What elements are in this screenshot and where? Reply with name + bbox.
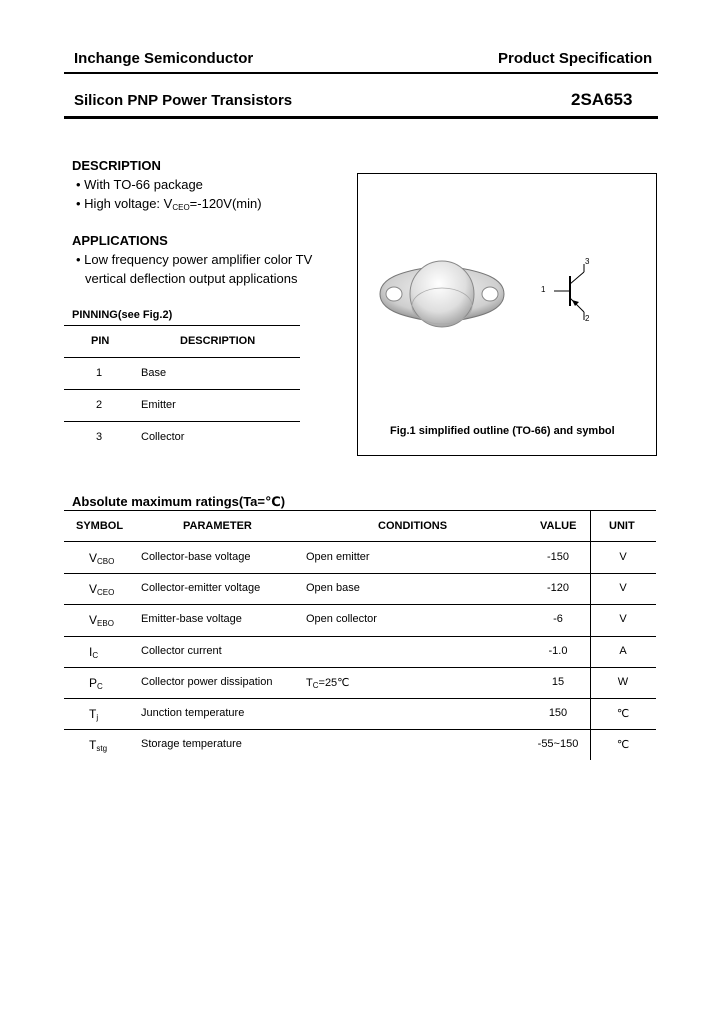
rating-symbol: $V_{CEO}$ bbox=[89, 582, 115, 597]
applications-line-2: vertical deflection output applications bbox=[85, 271, 298, 286]
doc-type: Product Specification bbox=[498, 50, 653, 67]
figure-box bbox=[357, 173, 657, 456]
ratings-header-conditions: CONDITIONS bbox=[378, 520, 448, 532]
description-title: DESCRIPTION bbox=[72, 158, 161, 173]
ratings-rule bbox=[64, 510, 656, 511]
rating-parameter: Collector-emitter voltage bbox=[141, 582, 261, 594]
rating-symbol: $T_j$ bbox=[89, 707, 99, 722]
rating-value: -55~150 bbox=[537, 738, 579, 750]
ratings-header-symbol: SYMBOL bbox=[76, 520, 124, 532]
rating-unit: V bbox=[619, 582, 627, 594]
pin-rule bbox=[64, 389, 300, 390]
to66-package-illustration bbox=[372, 246, 512, 346]
pnp-transistor-symbol-icon bbox=[548, 254, 618, 334]
description-bullet-2: • High voltage: $V_{CEO}=-120V(\min)$ bbox=[76, 196, 262, 212]
rating-unit: ℃ bbox=[616, 708, 630, 720]
ratings-rule bbox=[64, 541, 656, 542]
description-bullet-1: • With TO-66 package bbox=[76, 177, 203, 192]
ratings-header-value: VALUE bbox=[540, 520, 577, 532]
pin-desc-col-header: DESCRIPTION bbox=[180, 335, 256, 347]
rating-value: 150 bbox=[548, 707, 568, 719]
rating-parameter: Collector power dissipation bbox=[141, 676, 273, 688]
rating-parameter: Collector current bbox=[141, 645, 222, 657]
ratings-header-parameter: PARAMETER bbox=[183, 520, 252, 532]
header-rule-bottom bbox=[64, 116, 658, 119]
pin-description: Base bbox=[141, 367, 167, 379]
rating-value: -150 bbox=[546, 551, 570, 563]
rating-unit: V bbox=[619, 551, 627, 563]
rating-unit: V bbox=[619, 613, 627, 625]
symbol-pin-3-label: 3 bbox=[585, 257, 590, 266]
rating-value: -6 bbox=[553, 613, 563, 625]
symbol-pin-1-label: 1 bbox=[541, 285, 546, 294]
pin-description: Collector bbox=[141, 431, 185, 443]
ratings-title: Absolute maximum ratings(Ta=℃) bbox=[72, 494, 286, 509]
rating-parameter: Storage temperature bbox=[141, 738, 242, 750]
ratings-rule bbox=[64, 573, 656, 574]
rating-condition: Open base bbox=[306, 582, 360, 594]
ratings-rule bbox=[64, 698, 656, 699]
rating-parameter: Junction temperature bbox=[141, 707, 245, 719]
rating-value: 15 bbox=[551, 676, 565, 688]
part-number: 2SA653 bbox=[571, 90, 633, 109]
symbol-pin-2-label: 2 bbox=[585, 314, 590, 323]
pin-rule bbox=[64, 325, 300, 326]
rating-symbol: $V_{CBO}$ bbox=[89, 551, 115, 566]
rating-condition: Open collector bbox=[306, 613, 377, 625]
applications-title: APPLICATIONS bbox=[72, 233, 168, 248]
rating-parameter: Emitter-base voltage bbox=[141, 613, 242, 625]
ratings-rule bbox=[64, 667, 656, 668]
pin-rule bbox=[64, 357, 300, 358]
rating-symbol: $I_C$ bbox=[89, 645, 99, 660]
rating-value: -120 bbox=[546, 582, 570, 594]
pin-number: 2 bbox=[96, 399, 103, 411]
pin-number: 1 bbox=[96, 367, 103, 379]
rating-condition: $T_C=25℃$ bbox=[306, 677, 350, 690]
rating-symbol: $V_{EBO}$ bbox=[89, 613, 114, 628]
company-name: Inchange Semiconductor bbox=[74, 50, 254, 67]
pin-number: 3 bbox=[96, 431, 103, 443]
rating-condition: Open emitter bbox=[306, 551, 370, 563]
product-line: Silicon PNP Power Transistors bbox=[74, 92, 293, 109]
pin-col-header: PIN bbox=[91, 335, 110, 347]
rating-parameter: Collector-base voltage bbox=[141, 551, 251, 563]
pinning-title: PINNING(see Fig.2) bbox=[72, 309, 173, 321]
rating-symbol: $T_{stg}$ bbox=[89, 738, 108, 753]
ratings-column-divider bbox=[590, 510, 591, 760]
header-rule-top bbox=[64, 72, 658, 74]
applications-line-1: • Low frequency power amplifier color TV bbox=[76, 252, 313, 267]
ratings-header-unit: UNIT bbox=[609, 520, 635, 532]
ratings-rule bbox=[64, 636, 656, 637]
rating-unit: ℃ bbox=[616, 739, 630, 751]
ratings-rule bbox=[64, 604, 656, 605]
pin-description: Emitter bbox=[141, 399, 176, 411]
ratings-rule bbox=[64, 729, 656, 730]
pin-rule bbox=[64, 421, 300, 422]
rating-symbol: $P_C$ bbox=[89, 676, 103, 691]
rating-unit: W bbox=[617, 676, 629, 688]
figure-caption: Fig.1 simplified outline (TO-66) and symbol bbox=[390, 425, 615, 437]
rating-value: -1.0 bbox=[548, 645, 568, 657]
rating-unit: A bbox=[619, 645, 627, 657]
